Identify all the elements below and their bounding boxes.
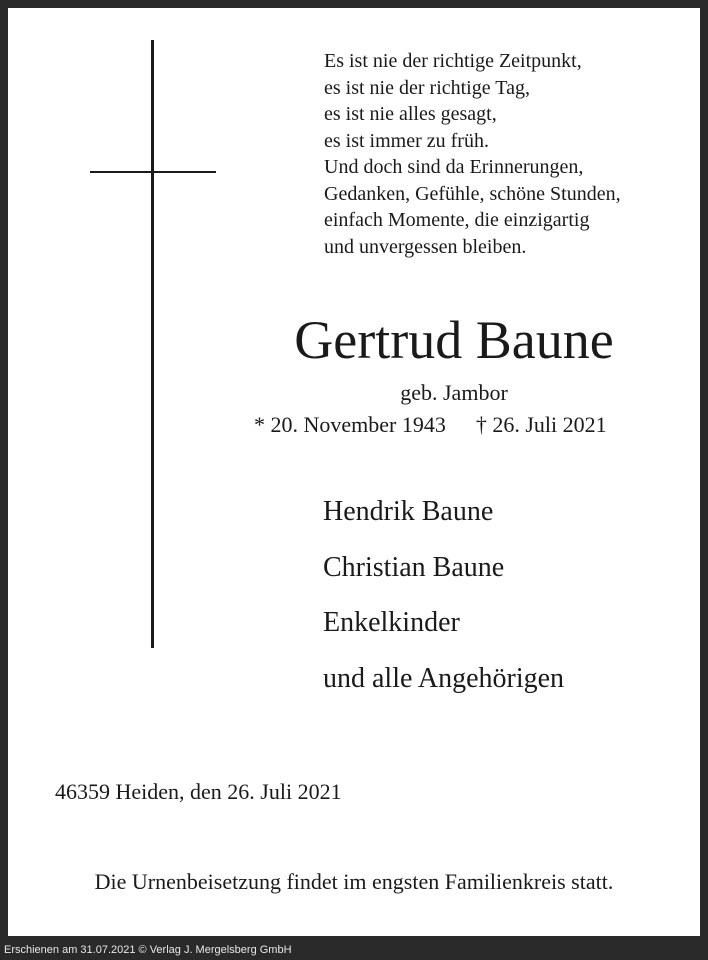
- mourner: Christian Baune: [323, 551, 505, 583]
- poem-line: Und doch sind da Erinnerungen,: [324, 156, 584, 178]
- poem-line: es ist nie der richtige Tag,: [324, 76, 530, 99]
- obituary-card: [8, 8, 700, 936]
- place-date: 46359 Heiden, den 26. Juli 2021: [55, 779, 342, 804]
- publication-footer: Erschienen am 31.07.2021 © Verlag J. Mergelsberg GmbH: [4, 944, 292, 956]
- mourner: Hendrik Baune: [323, 496, 494, 527]
- burial-note: Die Urnenbeisetzung findet im engsten Familienkreis statt.: [94, 869, 614, 894]
- birth-date: * 20. November 1943: [254, 412, 446, 437]
- mourner: und alle Angehörigen: [323, 662, 565, 694]
- death-date: † 26. Juli 2021: [475, 412, 607, 437]
- mourner: Enkelkinder: [323, 607, 460, 638]
- poem: [324, 48, 621, 260]
- deceased-name: Gertrud Baune: [294, 310, 614, 370]
- birth-name: geb. Jambor: [400, 380, 508, 405]
- poem-line: es ist nie alles gesagt,: [324, 103, 497, 125]
- poem-line: Es ist nie der richtige Zeitpunkt,: [324, 50, 582, 72]
- life-dates: [254, 412, 607, 438]
- poem-line: Gedanken, Gefühle, schöne Stunden,: [324, 182, 621, 205]
- poem-line: und unvergessen bleiben.: [324, 235, 527, 258]
- mourners-list: [323, 484, 564, 706]
- cross-icon-bar: [90, 171, 216, 173]
- cross-icon: [151, 40, 154, 648]
- poem-line: einfach Momente, die einzigartig: [324, 209, 590, 231]
- poem-line: es ist immer zu früh.: [324, 129, 489, 152]
